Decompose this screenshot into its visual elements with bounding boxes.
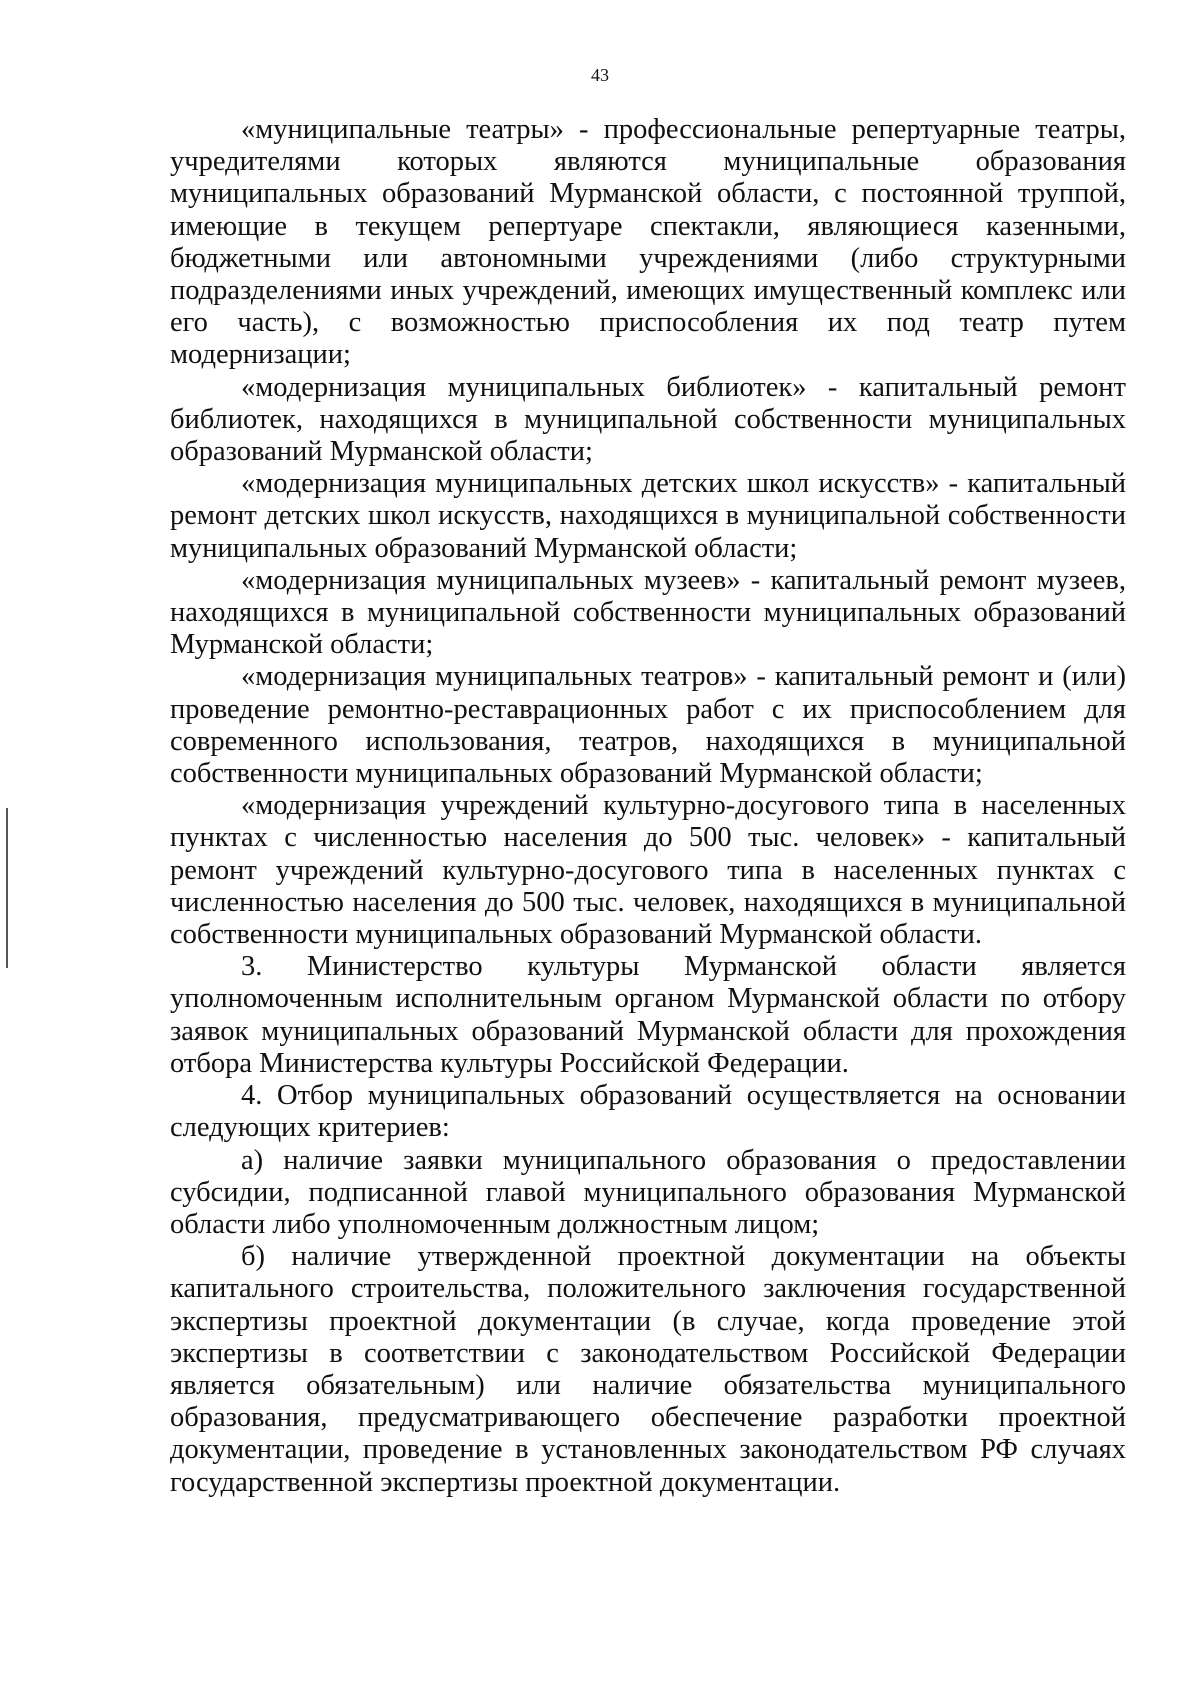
- paragraph-item-4: 4. Отбор муниципальных образований осуществляется на основании следующих критериев:: [170, 1080, 1126, 1144]
- scan-margin-mark: [6, 808, 8, 968]
- paragraph-cultural-institutions-modernization: «модернизация учреждений культурно-досугового типа в населенных пунктах с численностью населения до 500 тыс. человек» - капитальный ремонт учреждений культурно-досугового типа в населенных пунктах с численностью населения до 500 тыс. человек, находящихся в муниципальной собственности муниципальных образований Мурманской области.: [170, 790, 1126, 951]
- paragraph-museums-modernization: «модернизация муниципальных музеев» - капитальный ремонт музеев, находящихся в муниципальной собственности муниципальных образований Мурманской области;: [170, 564, 1126, 661]
- paragraph-item-4a: а) наличие заявки муниципального образования о предоставлении субсидии, подписанной главой муниципального образования Мурманской области либо уполномоченным должностным лицом;: [170, 1144, 1126, 1240]
- document-body: [170, 114, 1126, 1499]
- paragraph-library-modernization: «модернизация муниципальных библиотек» - капитальный ремонт библиотек, находящихся в муниципальной собственности муниципальных образований Мурманской области;: [170, 371, 1126, 468]
- paragraph-theatres-modernization: «модернизация муниципальных театров» - капитальный ремонт и (или) проведение ремонтно-реставрационных работ с их приспособлением для современного использования, театров, находящихся в муниципальной собственности муниципальных образований Мурманской области;: [170, 661, 1126, 790]
- paragraph-municipal-theatres-definition: «муниципальные театры» - профессиональные репертуарные театры, учредителями которых являются муниципальные образования муниципальных образований Мурманской области, с постоянной труппой, имеющие в текущем репертуаре спектакли, являющиеся казенными, бюджетными или автономными учреждениями (либо структурными подразделениями иных учреждений, имеющих имущественный комплекс или его часть), с возможностью приспособления их под театр путем модернизации;: [170, 114, 1126, 371]
- paragraph-art-schools-modernization: «модернизация муниципальных детских школ искусств» - капитальный ремонт детских школ искусств, находящихся в муниципальной собственности муниципальных образований Мурманской области;: [170, 468, 1126, 564]
- paragraph-item-3: 3. Министерство культуры Мурманской области является уполномоченным исполнительным органом Мурманской области по отбору заявок муниципальных образований Мурманской области для прохождения отбора Министерства культуры Российской Федерации.: [170, 951, 1126, 1079]
- page-number: 43: [591, 65, 609, 85]
- paragraph-item-4b: б) наличие утвержденной проектной документации на объекты капитального строительства, положительного заключения государственной экспертизы проектной документации (в случае, когда проведение этой экспертизы в соответствии с законодательством Российской Федерации является обязательным) или наличие обязательства муниципального образования, предусматривающего обеспечение разработки проектной документации, проведение в установленных законодательством РФ случаях государственной экспертизы проектной документации.: [170, 1241, 1126, 1498]
